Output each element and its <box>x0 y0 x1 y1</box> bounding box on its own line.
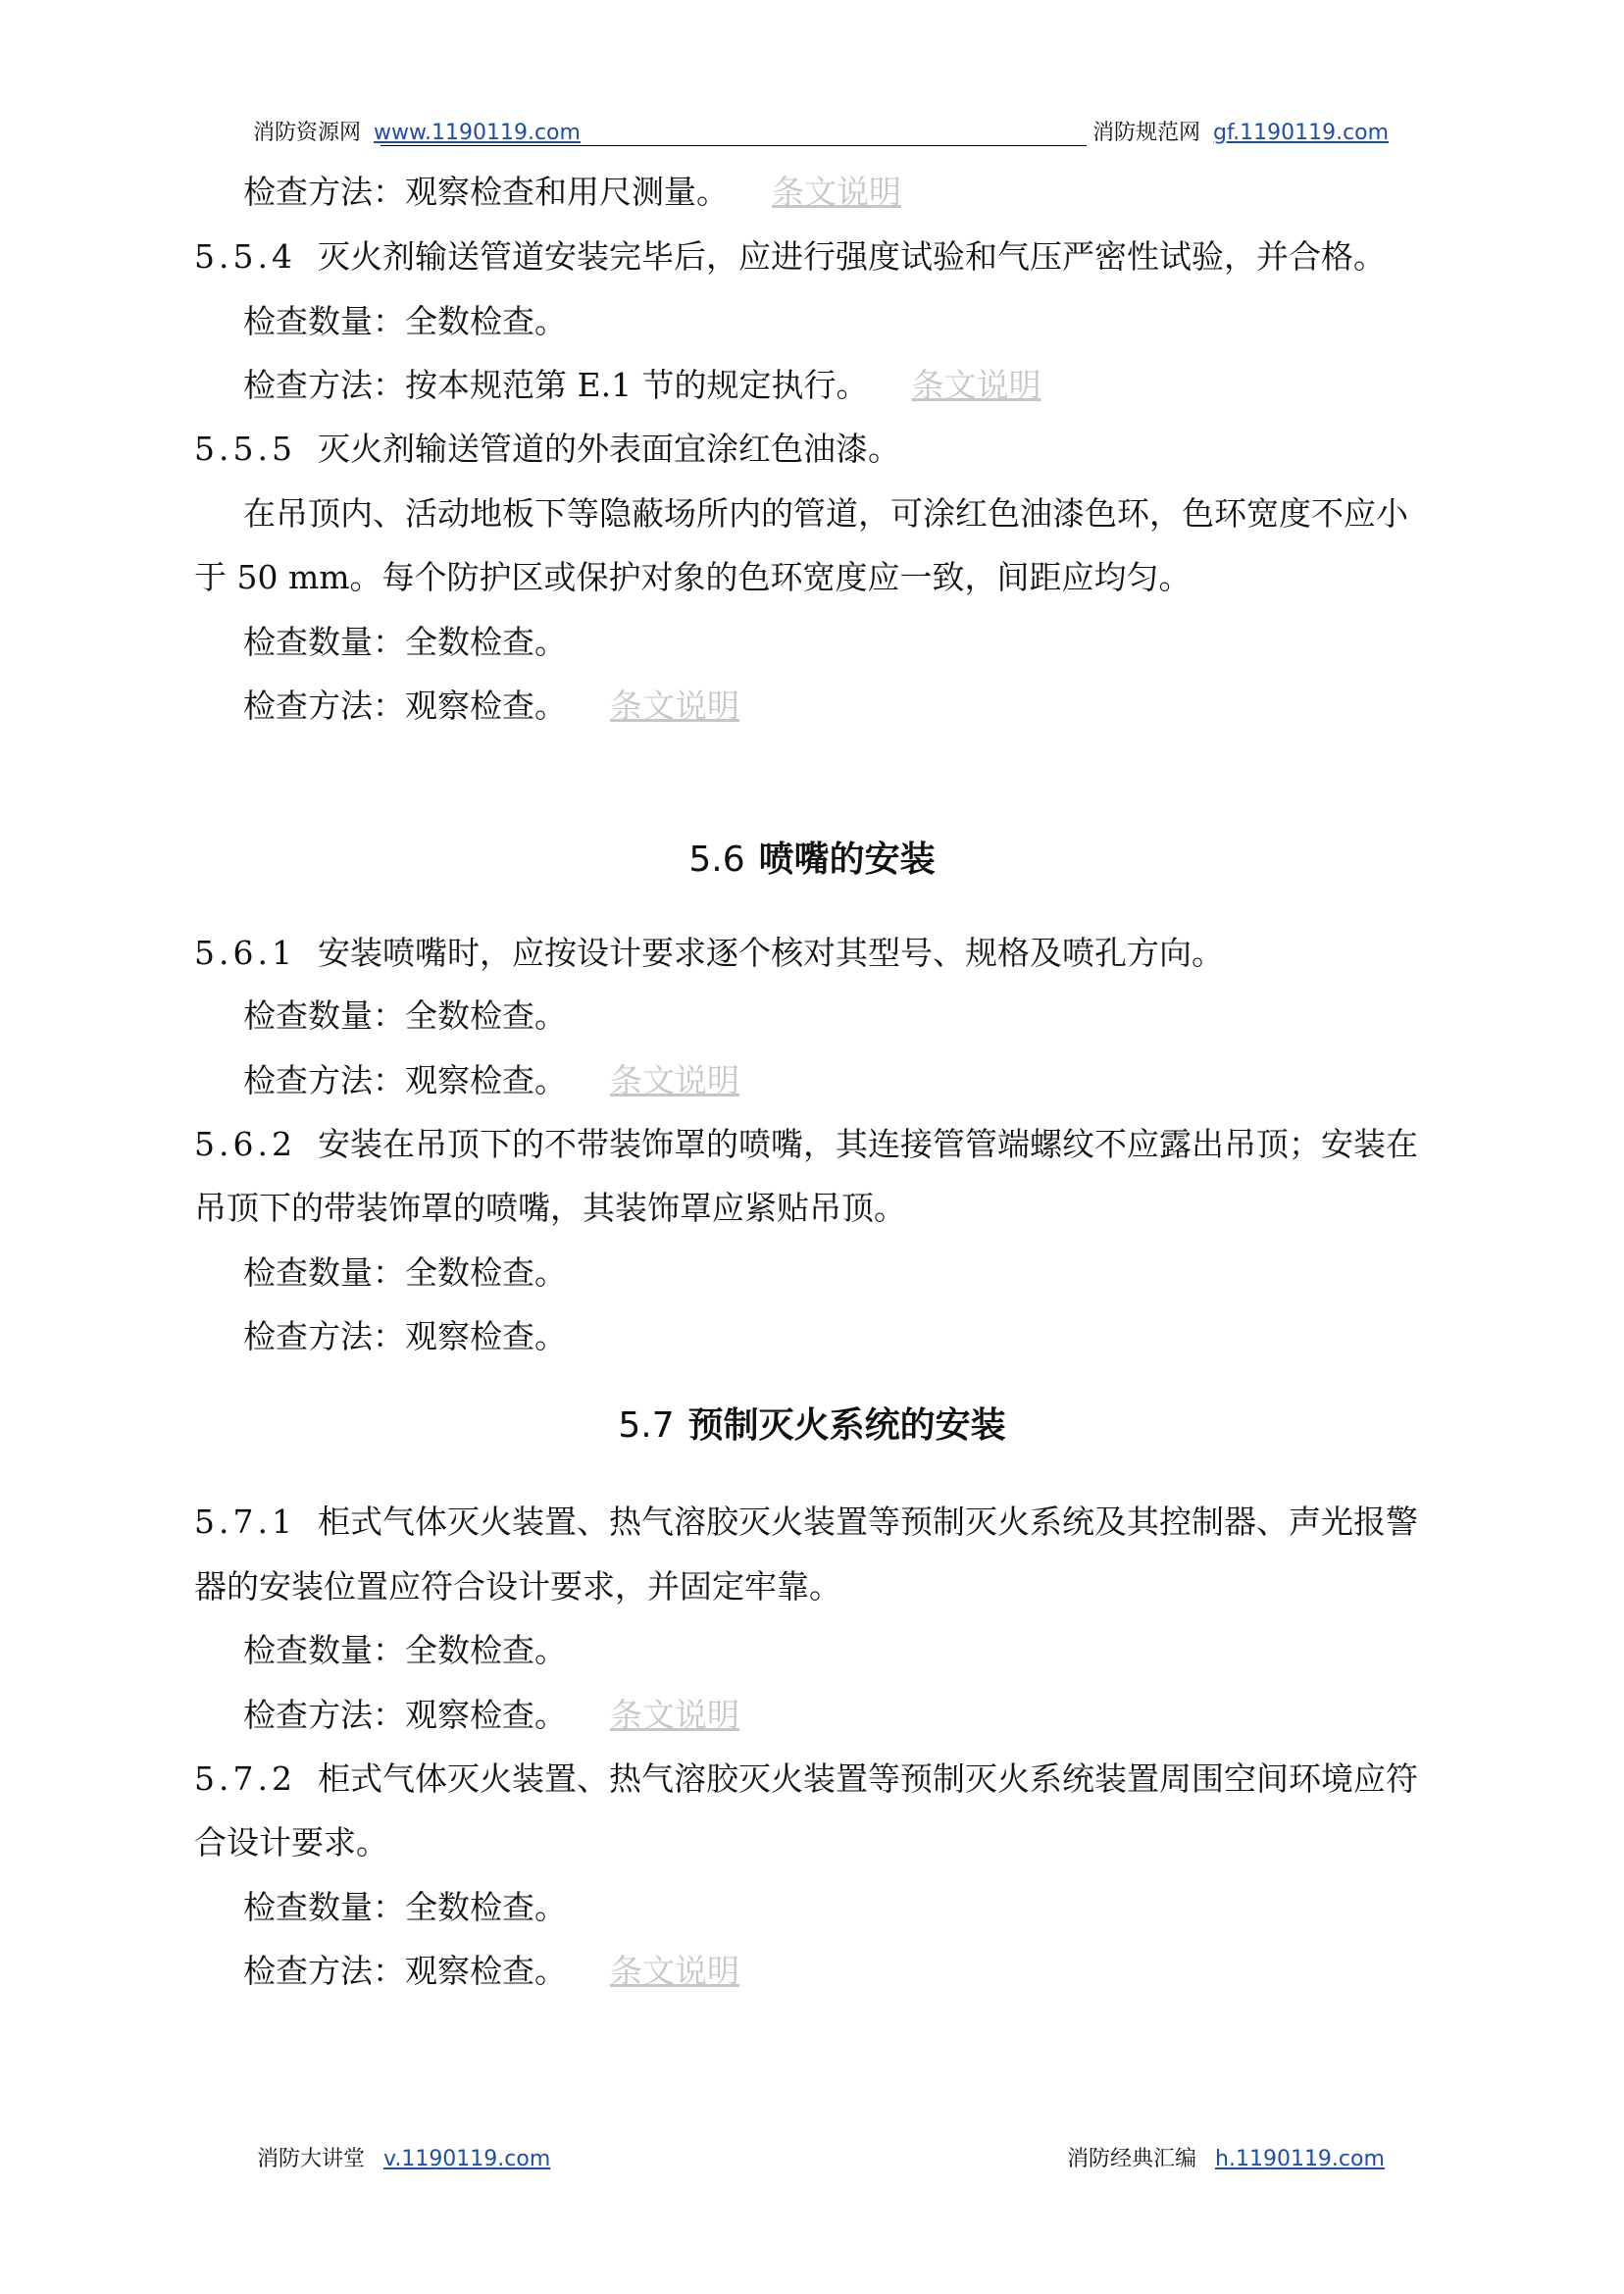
footer-right-label: 消防经典汇编 <box>1067 2147 1197 2171</box>
header-right-label: 消防规范网 <box>1092 121 1201 145</box>
section-heading-5-6: 5.6 喷嘴的安装 <box>688 840 936 880</box>
clause-explanation-link[interactable]: 条文说明 <box>610 687 739 725</box>
clause-explanation-link[interactable]: 条文说明 <box>610 1696 739 1734</box>
check-method-line: 检查方法：观察检查。 条文说明 <box>243 687 739 725</box>
clause-5-5-4: 5.5.4 灭火剂输送管道安装完毕后，应进行强度试验和气压严密性试验，并合格。 <box>194 237 1386 276</box>
check-quantity-line: 检查数量：全数检查。 <box>243 302 567 340</box>
clause-5-7-2: 5.7.2 柜式气体灭火装置、热气溶胶灭火装置等预制灭火系统装置周围空间环境应符 <box>194 1759 1418 1798</box>
check-method-line: 检查方法：按本规范第 E.1 节的规定执行。 条文说明 <box>243 366 1041 404</box>
check-method-line: 检查方法：观察检查。 <box>243 1317 567 1355</box>
footer-right-link[interactable]: h.1190119.com <box>1215 2147 1385 2171</box>
clause-explanation-link[interactable]: 条文说明 <box>610 1952 739 1990</box>
check-method-line: 检查方法：观察检查和用尺测量。 条文说明 <box>243 173 901 211</box>
check-quantity-line: 检查数量：全数检查。 <box>243 623 567 661</box>
header-right <box>1092 120 1389 147</box>
clause-5-6-1: 5.6.1 安装喷嘴时，应按设计要求逐个核对其型号、规格及喷孔方向。 <box>194 934 1224 972</box>
body-text-line: 于 50 mm。每个防护区或保护对象的色环宽度应一致，间距应均匀。 <box>194 558 1192 596</box>
header-left-link[interactable]: www.1190119.com <box>374 121 581 145</box>
clause-5-5-5: 5.5.5 灭火剂输送管道的外表面宜涂红色油漆。 <box>194 430 900 468</box>
footer-right <box>1067 2146 1385 2173</box>
check-quantity-line: 检查数量：全数检查。 <box>243 996 567 1035</box>
check-method-line: 检查方法：观察检查。 条文说明 <box>243 1696 739 1734</box>
body-text-line: 在吊顶内、活动地板下等隐蔽场所内的管道，可涂红色油漆色环，色环宽度不应小 <box>243 494 1408 533</box>
clause-explanation-link[interactable]: 条文说明 <box>911 366 1041 404</box>
footer-left <box>257 2146 550 2173</box>
clause-explanation-link[interactable]: 条文说明 <box>772 173 901 211</box>
header-right-link[interactable]: gf.1190119.com <box>1213 121 1390 145</box>
header-divider <box>381 145 1087 146</box>
clause-5-7-1: 5.7.1 柜式气体灭火装置、热气溶胶灭火装置等预制灭火系统及其控制器、声光报警 <box>194 1503 1418 1541</box>
body-text-line: 吊顶下的带装饰罩的喷嘴，其装饰罩应紧贴吊顶。 <box>194 1189 906 1227</box>
header-left <box>253 120 581 147</box>
header-left-label: 消防资源网 <box>253 121 362 145</box>
check-quantity-line: 检查数量：全数检查。 <box>243 1888 567 1926</box>
check-method-line: 检查方法：观察检查。 条文说明 <box>243 1061 739 1099</box>
body-text-line: 合设计要求。 <box>194 1823 388 1861</box>
check-quantity-line: 检查数量：全数检查。 <box>243 1253 567 1292</box>
body-text-line: 器的安装位置应符合设计要求，并固定牢靠。 <box>194 1567 841 1606</box>
footer-left-link[interactable]: v.1190119.com <box>383 2147 551 2171</box>
clause-explanation-link[interactable]: 条文说明 <box>610 1061 739 1099</box>
clause-5-6-2: 5.6.2 安装在吊顶下的不带装饰罩的喷嘴，其连接管管端螺纹不应露出吊顶；安装在 <box>194 1125 1418 1163</box>
footer-left-label: 消防大讲堂 <box>257 2147 366 2171</box>
check-method-line: 检查方法：观察检查。 条文说明 <box>243 1952 739 1990</box>
check-quantity-line: 检查数量：全数检查。 <box>243 1631 567 1669</box>
section-heading-5-7: 5.7 预制灭火系统的安装 <box>618 1405 1006 1446</box>
